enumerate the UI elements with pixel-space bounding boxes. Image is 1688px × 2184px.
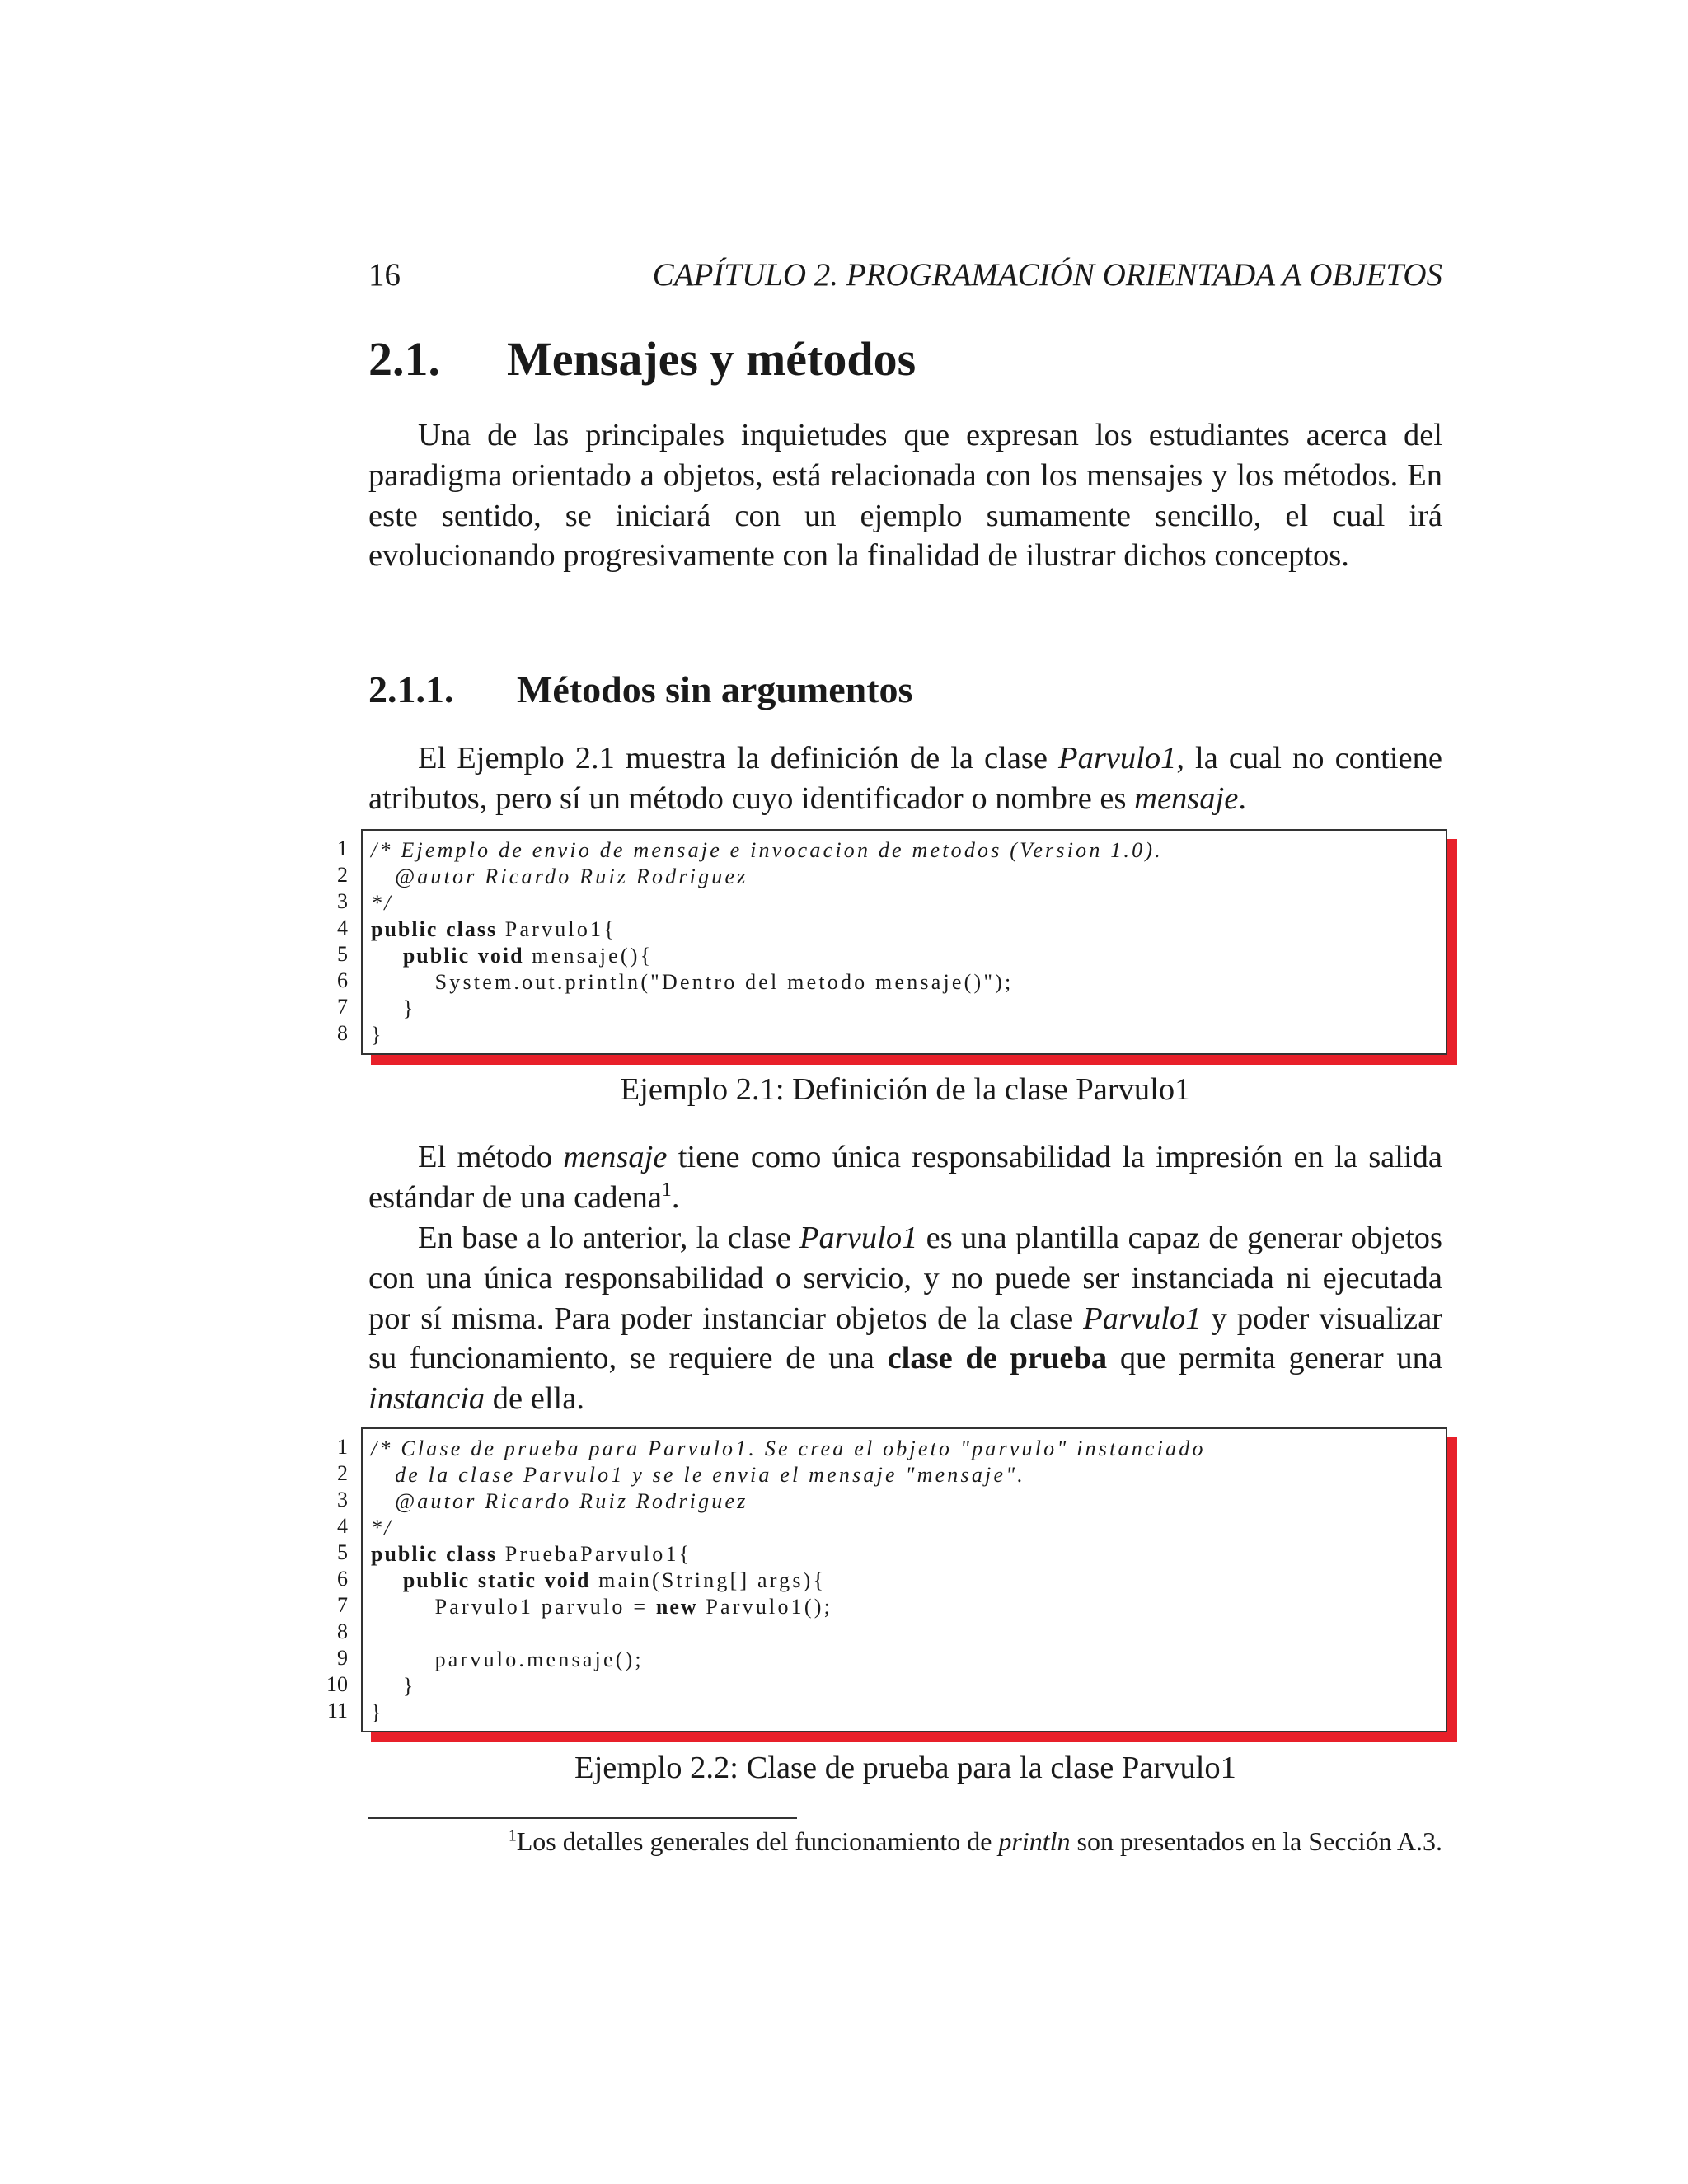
p1-class-name: Parvulo1 xyxy=(1058,741,1177,776)
line-number: 6 xyxy=(337,1567,348,1591)
code-fragment: PruebaParvulo1{ xyxy=(497,1542,692,1566)
keyword: class xyxy=(446,1542,498,1566)
p1-text-c: . xyxy=(1238,780,1246,816)
p2-text-c: . xyxy=(671,1179,680,1215)
code-line xyxy=(371,1673,1206,1699)
footnote-text-a: Los detalles generales del funcionamiento de xyxy=(516,1826,999,1856)
code-fragment: } xyxy=(402,996,416,1020)
code-fragment: Parvulo1{ xyxy=(497,917,617,941)
line-number: 8 xyxy=(337,1619,348,1643)
keyword: public xyxy=(371,917,438,941)
page-number: 16 xyxy=(368,257,401,293)
code-box-1 xyxy=(361,829,1447,1055)
keyword: public xyxy=(371,1542,438,1566)
paragraph-2 xyxy=(368,1137,1442,1218)
code-line xyxy=(371,1541,1206,1568)
line-number: 6 xyxy=(337,968,348,992)
footnote-rule xyxy=(368,1817,797,1819)
code-fragment: Parvulo1 parvulo = xyxy=(434,1595,656,1619)
keyword: public xyxy=(402,944,471,968)
subsection-heading xyxy=(368,664,912,715)
code-line-empty xyxy=(371,1620,1206,1647)
code-comment: de la clase Parvulo1 y se le envia el mensaje "mensaje". xyxy=(371,1463,1026,1487)
keyword: new xyxy=(655,1595,698,1619)
line-number: 8 xyxy=(337,1021,348,1045)
line-number: 1 xyxy=(337,1435,348,1459)
p1-text-b: , la cual no contiene atributos, pero sí un método cuyo identificador o nombre es xyxy=(368,741,1442,816)
caption-2: Ejemplo 2.2: Clase de prueba para la clase Parvulo1 xyxy=(574,1750,1236,1785)
code-text-1 xyxy=(371,837,1163,1048)
line-number: 3 xyxy=(337,1488,348,1511)
line-numbers-2 xyxy=(313,1434,348,1724)
running-header xyxy=(368,252,1442,298)
keyword: public xyxy=(402,1568,471,1592)
code-fragment: parvulo.mensaje(); xyxy=(434,1647,644,1671)
code-fragment: System.out.println("Dentro del metodo mensaje()"); xyxy=(434,970,1014,994)
p3-bold-term: clase de prueba xyxy=(887,1341,1108,1376)
line-number: 4 xyxy=(337,916,348,940)
code-line xyxy=(371,916,1163,943)
p3-text-e: de ella. xyxy=(485,1381,584,1417)
code-line xyxy=(371,1568,1206,1594)
line-number: 1 xyxy=(337,837,348,860)
subsection-title: Métodos sin argumentos xyxy=(517,668,913,710)
subsection-number: 2.1.1. xyxy=(368,668,454,710)
intro-paragraph: Una de las principales inquietudes que expresan los estudiantes acerca del paradigma orientado a objetos, está relacionada con los mensajes y los métodos. En este sentido, se iniciará con un ejemplo sumamente sencillo, el cual irá evolucionando progresivamente con la finalidad de ilustrar dichos conceptos. xyxy=(368,418,1442,574)
footnote-term: println xyxy=(998,1826,1071,1856)
section-heading xyxy=(368,328,916,391)
code-listing-2 xyxy=(313,1427,1467,1732)
code-fragment: Parvulo1(); xyxy=(697,1595,832,1619)
section-number: 2.1. xyxy=(368,332,440,386)
code-comment: /* Ejemplo de envio de mensaje e invocacion de metodos (Version 1.0). xyxy=(371,838,1163,862)
code-comment: @autor Ricardo Ruiz Rodriguez xyxy=(371,865,748,888)
footnote-mark: 1 xyxy=(661,1179,672,1201)
p3-italic-term: instancia xyxy=(368,1381,485,1417)
caption-1: Ejemplo 2.1: Definición de la clase Parvulo1 xyxy=(620,1072,1191,1107)
code-fragment: mensaje(){ xyxy=(523,944,654,968)
section-title: Mensajes y métodos xyxy=(507,332,917,386)
code-fragment: main(String[] args){ xyxy=(590,1568,827,1592)
line-number: 4 xyxy=(337,1514,348,1538)
keyword: void xyxy=(477,944,524,968)
line-number: 9 xyxy=(337,1646,348,1670)
code-line: } xyxy=(371,1023,384,1047)
code-listing-1 xyxy=(313,829,1467,1055)
keyword: static xyxy=(477,1568,537,1592)
code-line xyxy=(371,969,1163,996)
p3-text-c: y poder visualizar su funcionamiento, se requiere de una xyxy=(368,1301,1442,1376)
p3-class-name: Parvulo1 xyxy=(1083,1301,1202,1336)
keyword: void xyxy=(544,1568,591,1592)
code-line: } xyxy=(371,1700,384,1724)
p2-text-a: El método xyxy=(418,1140,564,1174)
line-number: 2 xyxy=(337,863,348,887)
line-number: 7 xyxy=(337,1593,348,1617)
code-fragment: } xyxy=(402,1674,416,1698)
p1-text-a: El Ejemplo 2.1 muestra la definición de la clase xyxy=(418,741,1059,776)
p2-method-name: mensaje xyxy=(563,1140,668,1174)
footnote-number: 1 xyxy=(508,1826,517,1845)
code-box-2 xyxy=(361,1427,1447,1732)
p2-text-b: tiene como única responsabilidad la impresión en la salida estándar de una cadena xyxy=(368,1140,1443,1215)
p1-method-name: mensaje xyxy=(1134,780,1239,816)
code-line xyxy=(371,996,1163,1022)
code-line xyxy=(371,1594,1206,1620)
line-numbers-1 xyxy=(313,836,348,1047)
code-comment: */ xyxy=(371,1516,393,1540)
line-number: 7 xyxy=(337,995,348,1019)
code-comment: @autor Ricardo Ruiz Rodriguez xyxy=(371,1489,748,1513)
line-number: 11 xyxy=(326,1699,348,1722)
line-number: 5 xyxy=(337,942,348,966)
code-text-2 xyxy=(371,1436,1206,1726)
paragraph-3 xyxy=(368,1218,1442,1419)
p3-text-a: En base a lo anterior, la clase xyxy=(418,1221,800,1255)
footnote xyxy=(368,1823,1442,1859)
paragraph-1 xyxy=(368,738,1442,819)
code-comment: /* Clase de prueba para Parvulo1. Se crea el objeto "parvulo" instanciado xyxy=(371,1436,1206,1460)
p3-class-name: Parvulo1 xyxy=(799,1221,918,1255)
p3-text-d: que permita generar una xyxy=(1107,1341,1442,1376)
line-number: 5 xyxy=(337,1540,348,1564)
code-line xyxy=(371,1647,1206,1673)
keyword: class xyxy=(446,917,498,941)
code-line xyxy=(371,943,1163,969)
line-number: 3 xyxy=(337,889,348,913)
footnote-text-b: son presentados en la Sección A.3. xyxy=(1070,1826,1442,1856)
code-comment: */ xyxy=(371,891,393,915)
line-number: 2 xyxy=(337,1461,348,1485)
p3-text-b: es una plantilla capaz de generar objetos con una única responsabilidad o servicio, y no puede ser instanciada ni ejecutada por sí misma. Para poder instanciar objetos de la clase xyxy=(368,1221,1442,1336)
chapter-title: CAPÍTULO 2. PROGRAMACIÓN ORIENTADA A OBJETOS xyxy=(652,257,1442,293)
line-number: 10 xyxy=(326,1672,348,1696)
